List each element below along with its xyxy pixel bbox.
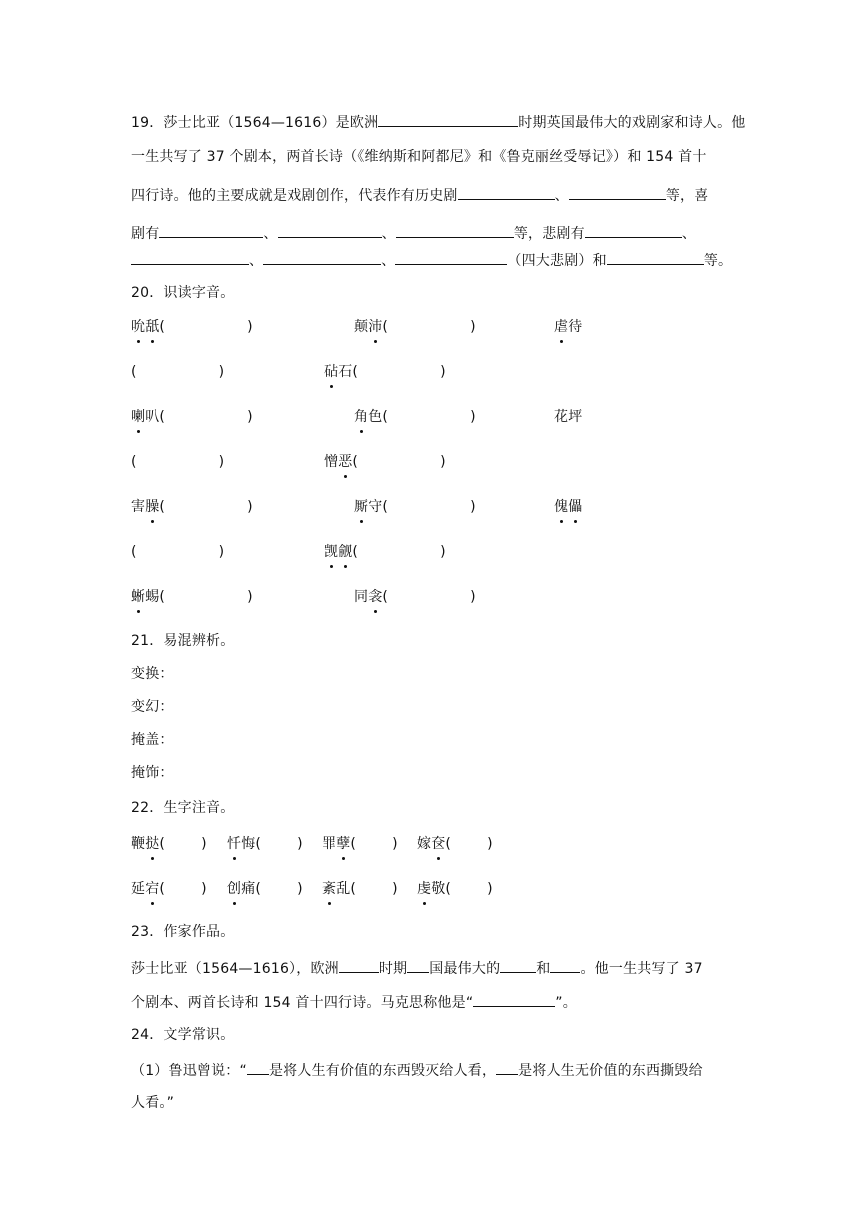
dotted-char: 奁	[431, 836, 446, 852]
word	[324, 544, 352, 560]
open-paren: (	[350, 881, 357, 897]
close-paren: )	[470, 499, 476, 515]
close-paren: )	[297, 881, 303, 897]
q21-item: 掩盖：	[131, 732, 174, 748]
char: 色	[368, 409, 383, 425]
word	[227, 881, 255, 897]
pinyin-item	[554, 497, 582, 517]
pinyin-item	[554, 317, 582, 337]
close-paren: )	[247, 409, 253, 425]
q21-item: 掩饰：	[131, 765, 174, 781]
char: 乱	[336, 881, 351, 897]
char: 坪	[568, 409, 583, 425]
pinyin-item	[131, 362, 224, 382]
word	[324, 364, 352, 380]
close-paren: )	[440, 544, 446, 560]
text-segment: 、	[249, 253, 264, 269]
word	[322, 836, 350, 852]
open-paren: (	[382, 319, 389, 335]
close-paren: )	[487, 836, 493, 852]
q19-line	[131, 111, 745, 133]
char: 鞭	[131, 836, 146, 852]
pinyin-item	[131, 497, 253, 517]
answer-blank[interactable]	[458, 184, 555, 200]
close-paren: )	[470, 319, 476, 335]
open-paren: (	[131, 454, 137, 470]
word	[354, 409, 382, 425]
q21-item: 变幻：	[131, 699, 174, 715]
text-segment: 和	[536, 961, 551, 977]
close-paren: )	[218, 364, 225, 380]
pinyin-item	[324, 452, 446, 472]
answer-blank[interactable]	[396, 222, 514, 238]
word	[354, 319, 382, 335]
text-segment: 、	[554, 188, 569, 204]
open-paren: (	[159, 836, 166, 852]
word	[131, 409, 159, 425]
dotted-char: 蜥	[131, 589, 146, 605]
answer-blank[interactable]	[378, 111, 518, 127]
answer-blank[interactable]	[159, 222, 263, 238]
q24-line	[131, 1059, 703, 1081]
pinyin-item	[131, 452, 224, 472]
open-paren: (	[159, 409, 166, 425]
pinyin-item	[324, 542, 446, 562]
dotted-char: 角	[354, 409, 369, 425]
open-paren: (	[159, 881, 166, 897]
close-paren: )	[392, 836, 398, 852]
char: 悔	[241, 836, 256, 852]
open-paren: (	[352, 544, 359, 560]
answer-blank[interactable]	[263, 249, 381, 265]
text-segment: 、	[681, 226, 697, 242]
pinyin-item	[227, 834, 303, 854]
char: 害	[131, 499, 146, 515]
pinyin-item	[322, 879, 398, 899]
text-segment: 。他一生共写了 37	[580, 961, 703, 977]
dotted-char: 儡	[568, 499, 583, 515]
answer-blank[interactable]	[407, 957, 429, 973]
dotted-char: 沛	[368, 319, 383, 335]
char: 嫁	[417, 836, 432, 852]
q21-title: 21．易混辨析。	[131, 633, 235, 649]
text-segment: 时期英国最伟大的戏剧家和诗人。他	[518, 115, 746, 131]
answer-blank[interactable]	[607, 249, 704, 265]
char: 憎	[324, 454, 339, 470]
close-paren: )	[470, 589, 476, 605]
pinyin-item	[131, 879, 207, 899]
pinyin-item	[417, 879, 493, 899]
q23-title: 23．作家作品。	[131, 924, 235, 940]
dotted-char: 觊	[324, 544, 339, 560]
text-segment: 人看。”	[131, 1095, 175, 1111]
close-paren: )	[218, 454, 225, 470]
pinyin-item	[322, 834, 398, 854]
open-paren: (	[159, 319, 166, 335]
text-segment: （1）鲁迅曾说：“	[131, 1063, 247, 1079]
pinyin-item	[131, 542, 224, 562]
dotted-char: 宕	[145, 881, 160, 897]
close-paren: )	[247, 589, 253, 605]
dotted-char: 忏	[227, 836, 242, 852]
open-paren: (	[445, 881, 452, 897]
pinyin-item	[131, 834, 207, 854]
pinyin-item	[354, 317, 476, 337]
text-segment: 等。	[703, 253, 733, 269]
text-segment: 一生共写了 37 个剧本，两首长诗（《维纳斯和阿都尼》和《鲁克丽丝受辱记》）和 154 首十	[131, 149, 707, 165]
text-segment: ”。	[555, 995, 577, 1011]
dotted-char: 喇	[131, 409, 146, 425]
pinyin-item	[131, 407, 253, 427]
pinyin-item	[131, 587, 253, 607]
text-segment: （四大悲剧）和	[507, 253, 607, 269]
char: 罪	[322, 836, 337, 852]
q21-item: 变换：	[131, 666, 174, 682]
char: 叭	[145, 409, 160, 425]
open-paren: (	[382, 499, 389, 515]
word	[227, 836, 255, 852]
char: 守	[368, 499, 383, 515]
q19-line	[131, 147, 707, 167]
answer-blank[interactable]	[131, 249, 249, 265]
q19-line	[131, 184, 708, 206]
pinyin-item	[227, 879, 303, 899]
text-segment: 剧有	[131, 226, 160, 242]
close-paren: )	[440, 454, 446, 470]
char: 待	[568, 319, 583, 335]
answer-blank[interactable]	[473, 991, 555, 1007]
close-paren: )	[440, 364, 446, 380]
word	[417, 881, 445, 897]
pinyin-item	[354, 587, 476, 607]
word	[322, 881, 350, 897]
q19-line	[131, 222, 696, 244]
char: 延	[131, 881, 146, 897]
open-paren: (	[159, 499, 166, 515]
dotted-char: 紊	[322, 881, 337, 897]
text-segment: 是将人生无价值的东西撕毁给	[518, 1063, 703, 1079]
close-paren: )	[201, 836, 207, 852]
close-paren: )	[470, 409, 476, 425]
char: 石	[338, 364, 353, 380]
text-segment: 时期	[378, 961, 408, 977]
open-paren: (	[382, 589, 389, 605]
dotted-char: 创	[227, 881, 242, 897]
open-paren: (	[352, 454, 359, 470]
text-segment: 莎士比亚（1564—1616），欧洲	[131, 961, 339, 977]
dotted-char: 舐	[145, 319, 160, 335]
q19-line	[131, 249, 732, 271]
open-paren: (	[131, 544, 137, 560]
text-segment: 、	[381, 253, 396, 269]
q24-line	[131, 1093, 174, 1113]
text-segment: 、	[381, 226, 396, 242]
text-segment: 个剧本、两首长诗和 154 首十四行诗。马克思称他是“	[131, 995, 474, 1011]
open-paren: (	[382, 409, 389, 425]
answer-blank[interactable]	[395, 249, 507, 265]
answer-blank[interactable]	[496, 1059, 518, 1075]
open-paren: (	[131, 364, 137, 380]
q23-line	[131, 957, 703, 979]
word	[131, 589, 159, 605]
text-segment: 、	[263, 226, 278, 242]
word	[554, 409, 582, 425]
dotted-char: 傀	[554, 499, 569, 515]
word	[554, 499, 582, 515]
pinyin-item	[354, 497, 476, 517]
text-segment: 国最伟大的	[429, 961, 501, 977]
q20-title: 20．识读字音。	[131, 285, 235, 301]
answer-blank[interactable]	[278, 222, 382, 238]
answer-blank[interactable]	[550, 957, 580, 973]
open-paren: (	[445, 836, 452, 852]
q22-title: 22．生字注音。	[131, 800, 235, 816]
dotted-char: 虐	[554, 319, 569, 335]
dotted-char: 衾	[368, 589, 383, 605]
text-segment: 是将人生有价值的东西毁灭给人看，	[268, 1063, 497, 1079]
pinyin-item	[324, 362, 446, 382]
char: 同	[354, 589, 369, 605]
char: 痛	[241, 881, 256, 897]
char: 颠	[354, 319, 369, 335]
text-segment: 19．莎士比亚（1564—1616）是欧洲	[131, 115, 379, 131]
dotted-char: 恶	[338, 454, 353, 470]
answer-blank[interactable]	[247, 1059, 269, 1075]
char: 蜴	[145, 589, 160, 605]
word	[131, 499, 159, 515]
open-paren: (	[352, 364, 359, 380]
dotted-char: 挞	[145, 836, 160, 852]
text-segment: 四行诗。他的主要成就是戏剧创作，代表作有历史剧	[131, 188, 458, 204]
dotted-char: 孽	[336, 836, 351, 852]
word	[417, 836, 445, 852]
dotted-char: 臊	[145, 499, 160, 515]
open-paren: (	[159, 589, 166, 605]
answer-blank[interactable]	[585, 222, 682, 238]
dotted-char: 吮	[131, 319, 146, 335]
word	[131, 881, 159, 897]
text-segment: 等，喜	[665, 188, 709, 204]
pinyin-item	[354, 407, 476, 427]
char: 花	[554, 409, 569, 425]
word	[131, 836, 159, 852]
close-paren: )	[218, 544, 225, 560]
pinyin-item	[131, 317, 253, 337]
answer-blank[interactable]	[339, 957, 379, 973]
dotted-char: 砧	[324, 364, 339, 380]
q23-line	[131, 991, 577, 1013]
answer-blank[interactable]	[500, 957, 536, 973]
close-paren: )	[247, 499, 253, 515]
close-paren: )	[487, 881, 493, 897]
close-paren: )	[247, 319, 253, 335]
char: 敬	[431, 881, 446, 897]
text-segment: 等，悲剧有	[513, 226, 585, 242]
dotted-char: 厮	[354, 499, 369, 515]
dotted-char: 虔	[417, 881, 432, 897]
pinyin-item	[417, 834, 493, 854]
close-paren: )	[201, 881, 207, 897]
q24-title: 24．文学常识。	[131, 1027, 235, 1043]
word	[354, 499, 382, 515]
open-paren: (	[255, 881, 262, 897]
word	[324, 454, 352, 470]
dotted-char: 觎	[338, 544, 353, 560]
word	[131, 319, 159, 335]
answer-blank[interactable]	[569, 184, 666, 200]
word	[554, 319, 582, 335]
open-paren: (	[255, 836, 262, 852]
close-paren: )	[392, 881, 398, 897]
word	[354, 589, 382, 605]
open-paren: (	[350, 836, 357, 852]
close-paren: )	[297, 836, 303, 852]
pinyin-item	[554, 407, 582, 427]
